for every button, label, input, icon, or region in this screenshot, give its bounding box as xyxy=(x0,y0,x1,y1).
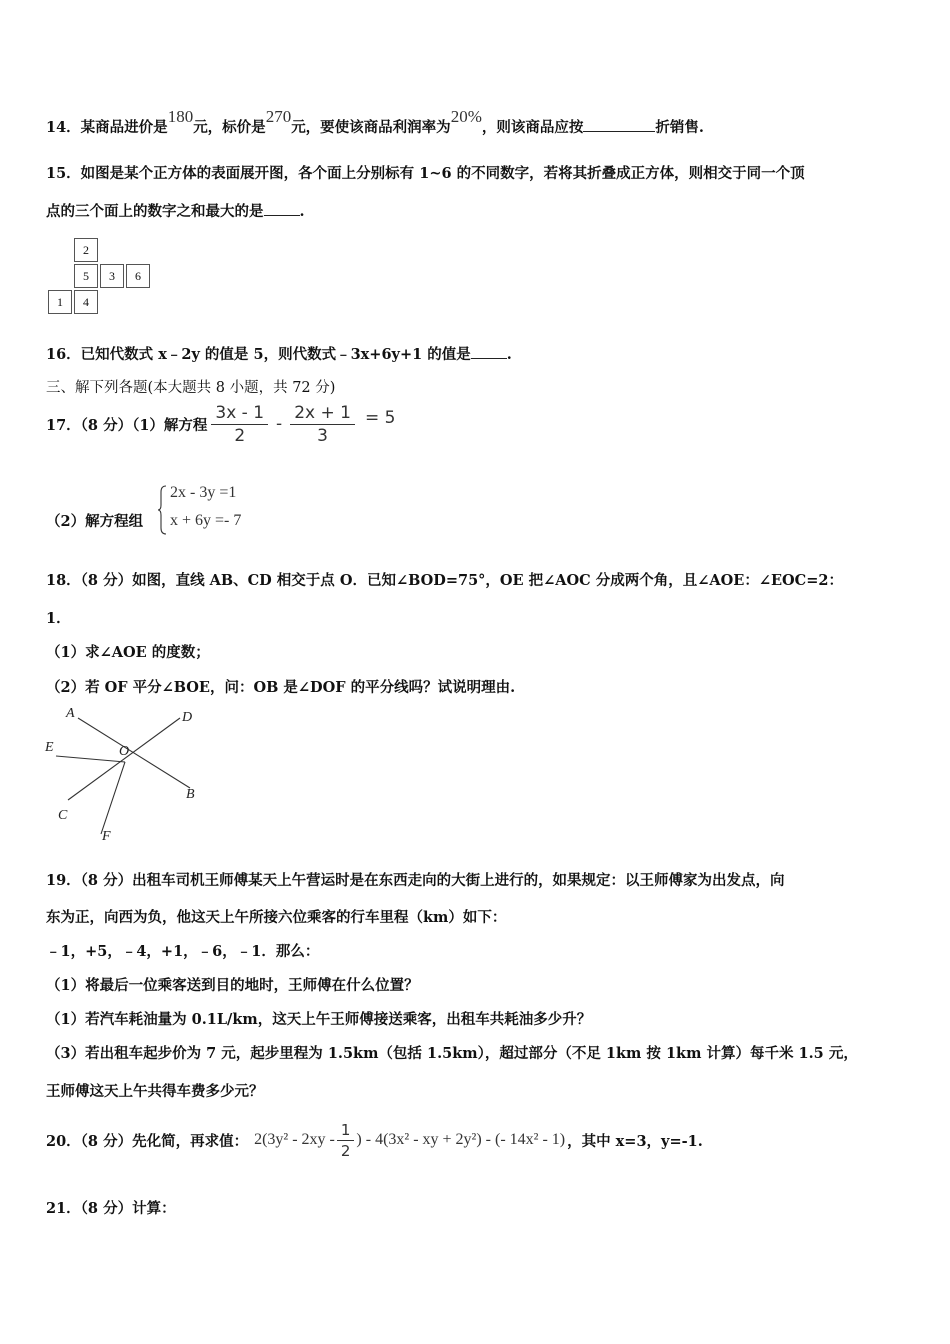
q16-line: 16．已知代数式 x﹣2y 的值是 5，则代数式﹣3x+6y+1 的值是 . xyxy=(46,346,512,363)
q18-line1: 18．（8 分）如图，直线 AB、CD 相交于点 O．已知∠BOD=75°，OE 把∠AOC 分成两个角，且∠AOE：∠EOC=2： xyxy=(46,572,843,589)
q20-expr-a: 2(3y² - 2xy - xyxy=(254,1131,335,1148)
q18-line2: 1． xyxy=(46,610,71,627)
net-cell-4: 4 xyxy=(74,290,98,314)
q14-answer-blank[interactable] xyxy=(583,117,655,132)
label-A: A xyxy=(66,706,75,721)
q19-part3: （3）若出租车起步价为 7 元，起步里程为 1.5km（包括 1.5km），超过部分（不足 1km 按 1km 计算）每千米 1.5 元， xyxy=(46,1045,858,1062)
q19-line3: ﹣1，+5，﹣4，+1，﹣6，﹣1．那么： xyxy=(46,943,320,960)
q19-part1: （1）将最后一位乘客送到目的地时，王师傅在什么位置？ xyxy=(46,977,419,994)
q20-expr-b: ) - 4(3x² - xy + 2y²) - (- 14x² - 1) xyxy=(356,1131,566,1148)
q19-line2: 东为正，向西为负，他这天上午所接六位乘客的行车里程（km）如下： xyxy=(46,909,507,926)
q19-line1: 19．（8 分）出租车司机王师傅某天上午营运时是在东西走向的大街上进行的，如果规定：以王师傅家为出发点，向 xyxy=(46,872,785,889)
q17-fraction-2: $\frac{2x + 1}{3}$ xyxy=(290,403,355,446)
q18-part2: （2）若 OF 平分∠BOE，问：OB 是∠DOF 的平分线吗？试说明理由. xyxy=(46,679,516,696)
q17-line: 17．（8 分）（1）解方程 $\frac{3x - 1}{2}$ - $\frac{2x + 1}{3}$ = 5 xyxy=(46,402,396,446)
q17-equation-system xyxy=(158,484,268,536)
q14-line: 14．某商品进价是180元，标价是270元，要使该商品利润率为20%，则该商品应按 折销售. xyxy=(46,107,704,136)
q14-price: 270 xyxy=(265,107,292,126)
label-C: C xyxy=(58,808,68,823)
label-E: E xyxy=(45,740,54,755)
q14-cost: 180 xyxy=(167,107,194,126)
q19-part2: （1）若汽车耗油量为 0.1L/km，这天上午王师傅接送乘客，出租车共耗油多少升？ xyxy=(46,1011,592,1028)
net-cell-1: 1 xyxy=(48,290,72,314)
net-cell-2: 2 xyxy=(74,238,98,262)
q18-angle-figure xyxy=(40,700,210,845)
ray-OE xyxy=(56,756,125,762)
q14-rate: 20% xyxy=(450,107,482,126)
q20-line: 20．（8 分）先化简，再求值： 2(3y² - 2xy - $\frac{1}{2}$ ) - 4(3x² - xy + 2y²) - (- 14x² - 1) ，其中 x=3，y=-1. xyxy=(46,1120,703,1160)
q16-answer-blank[interactable] xyxy=(471,344,507,359)
cube-net-figure xyxy=(46,232,162,316)
brace-icon xyxy=(158,484,168,536)
net-cell-6: 6 xyxy=(126,264,150,288)
label-F: F xyxy=(102,829,111,844)
q21-label: 21．（8 分）计算： xyxy=(46,1200,176,1217)
label-B: B xyxy=(186,787,195,802)
q17-eq1: 2x - 3y =1 xyxy=(170,484,237,501)
section-3-heading: 三、解下列各题(本大题共 8 小题，共 72 分) xyxy=(46,380,336,396)
q19-part3-cont: 王师傅这天上午共得车费多少元？ xyxy=(46,1083,264,1100)
line-AB xyxy=(78,718,190,788)
q17-part2-label: （2）解方程组 xyxy=(46,513,144,530)
net-cell-3: 3 xyxy=(100,264,124,288)
q17-eq2: x + 6y =- 7 xyxy=(170,512,242,529)
q18-part1: （1）求∠AOE 的度数； xyxy=(46,644,210,661)
q15-answer-blank[interactable] xyxy=(264,201,300,216)
q20-half-fraction: $\frac{1}{2}$ xyxy=(337,1121,355,1160)
label-D: D xyxy=(182,710,193,725)
net-cell-5: 5 xyxy=(74,264,98,288)
q15-line1: 15．如图是某个正方体的表面展开图，各个面上分别标有 1~6 的不同数字，若将其折叠成正方体，则相交于同一个顶 xyxy=(46,165,805,182)
q17-fraction-1: $\frac{3x - 1}{2}$ xyxy=(211,403,268,446)
q15-line2: 点的三个面上的数字之和最大的是 . xyxy=(46,203,305,220)
label-O: O xyxy=(119,744,130,759)
